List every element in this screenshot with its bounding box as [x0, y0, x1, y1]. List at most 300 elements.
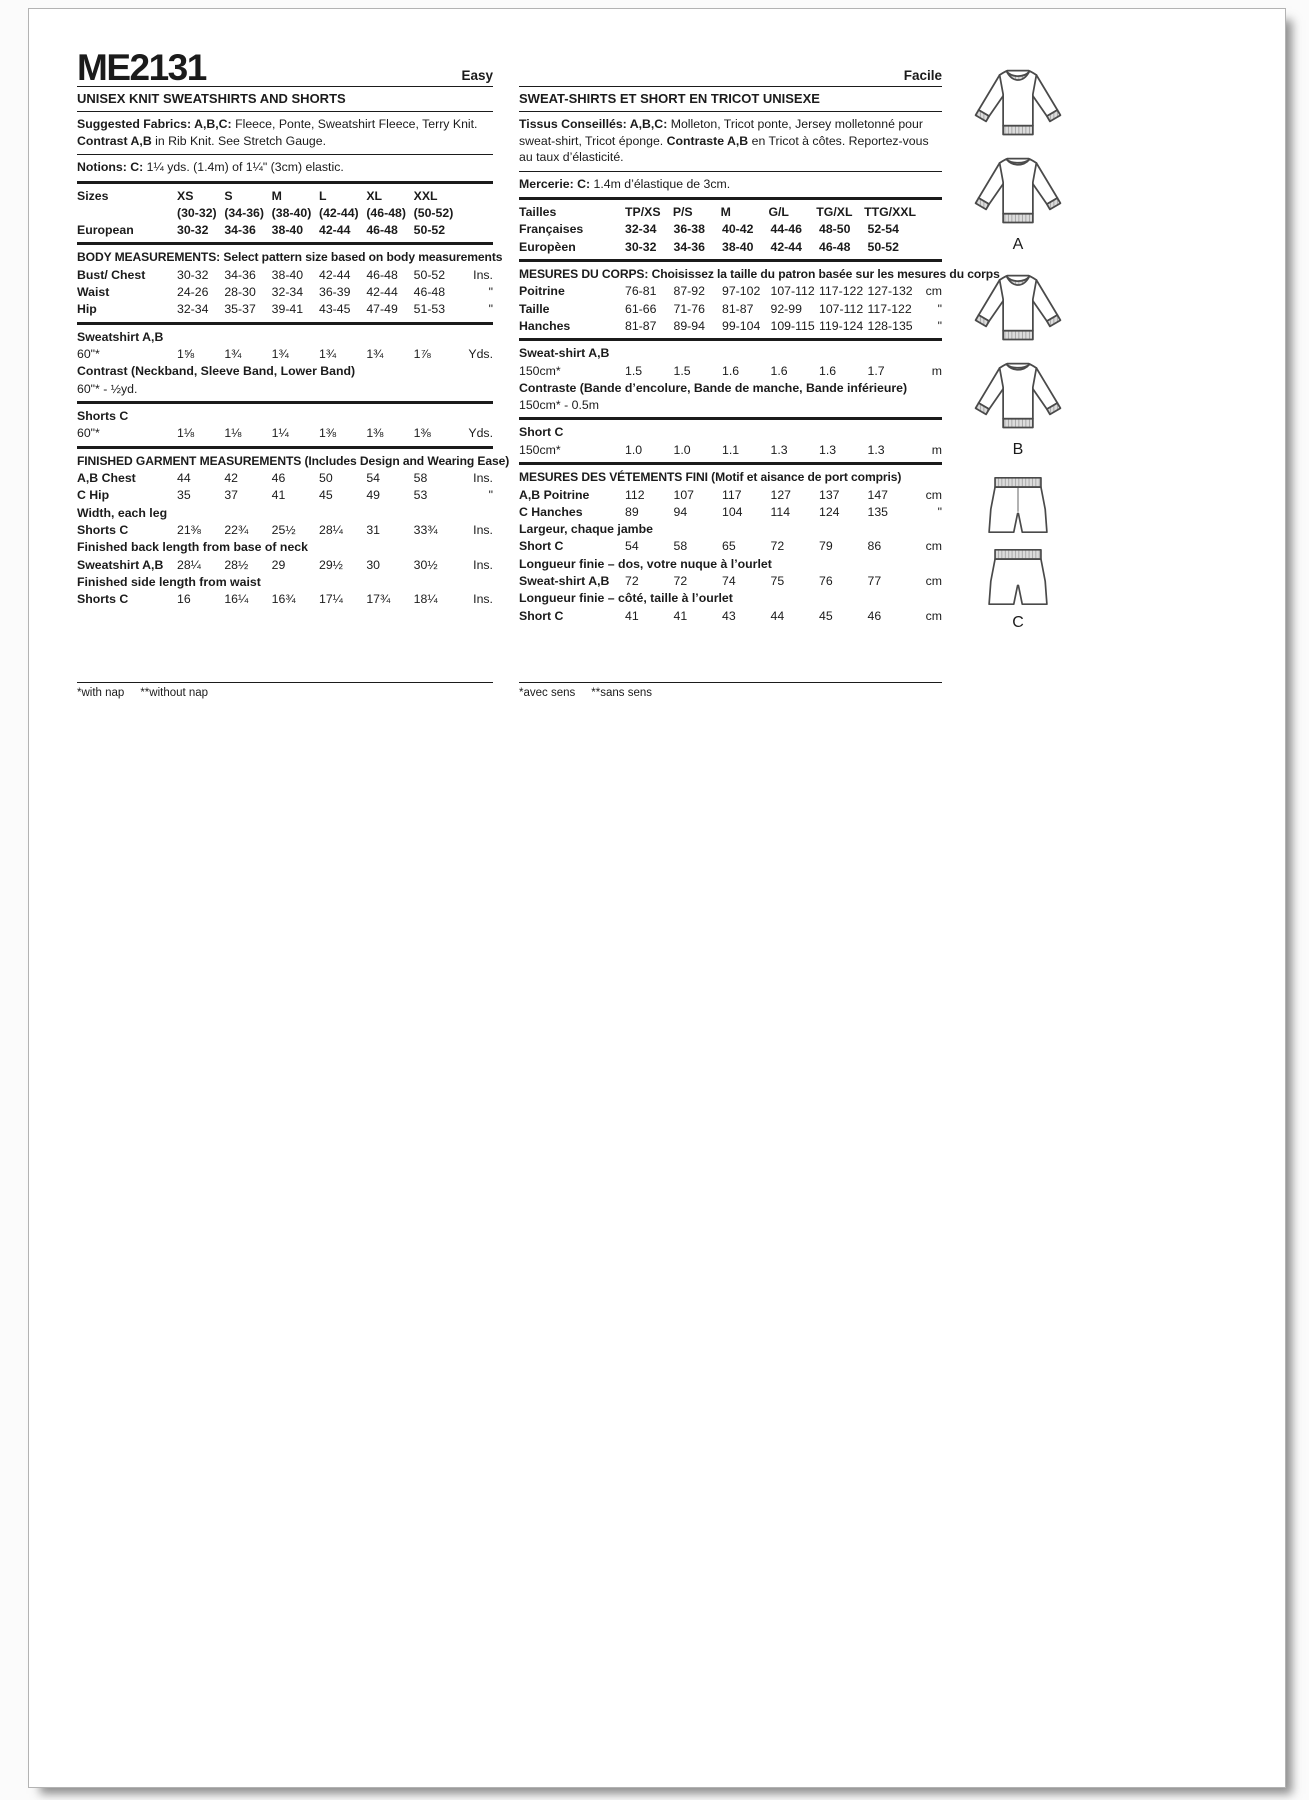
table-cell: 137 — [819, 487, 840, 502]
table-cell: 49 — [366, 488, 381, 503]
table-cell: 72 — [625, 574, 639, 589]
table-cell: 42-44 — [366, 285, 398, 300]
table-cell: 50-52 — [413, 223, 446, 238]
table-cell: 52-54 — [867, 222, 899, 237]
view-b-label: B — [1012, 441, 1024, 458]
table-cell: 89 — [625, 504, 639, 519]
table-cell: 117-122 — [867, 301, 912, 316]
row-label: Short C — [519, 608, 564, 623]
table-cell: 127 — [770, 487, 792, 502]
french-header — [519, 49, 942, 83]
table-cell: XXL — [413, 188, 438, 203]
row-label: 150cm* — [519, 442, 561, 457]
table-cell: 30-32 — [177, 267, 209, 282]
footnote-with-nap: *with nap — [77, 687, 125, 699]
table-cell: 35-37 — [224, 302, 256, 317]
divider — [519, 197, 942, 200]
table-cell: (30-32) — [177, 205, 217, 220]
table-row — [519, 204, 942, 221]
table-label-row — [77, 408, 493, 425]
table-cell: 21⅜ — [177, 522, 201, 537]
table-cell: 117 — [722, 487, 742, 502]
unit-cell: m — [931, 363, 942, 378]
table-cell: 45 — [819, 608, 833, 623]
content-area — [77, 49, 1080, 699]
table-cell: 1¼ — [271, 426, 289, 441]
table-cell: 65 — [722, 539, 736, 554]
sweatshirt-a-back-illustration — [965, 149, 1071, 233]
table-cell: 32-34 — [271, 285, 304, 300]
table-cell: 75 — [770, 574, 785, 589]
table-label-row — [519, 521, 942, 538]
size-table-fr — [519, 204, 1000, 625]
table-cell: 1.5 — [625, 363, 643, 378]
unit-cell — [461, 188, 493, 205]
table-cell: 1.6 — [722, 363, 740, 378]
table-label-row — [77, 329, 493, 346]
unit-cell: Ins. — [473, 522, 493, 537]
table-cell: 50-52 — [413, 267, 446, 282]
table-cell: TP/XS — [625, 205, 661, 219]
table-cell: 97-102 — [722, 284, 761, 299]
table-cell: 81-87 — [625, 318, 657, 333]
text-segment: Fleece, Ponte, Sweatshirt Fleece, Terry Knit. — [231, 117, 478, 131]
divider — [77, 181, 493, 184]
table-cell: 17¾ — [366, 592, 391, 607]
row-label: Width, each leg — [77, 505, 168, 520]
table-cell: 30-32 — [177, 223, 209, 238]
table-cell: 38-40 — [722, 239, 754, 254]
english-header — [77, 47, 493, 88]
divider — [77, 401, 493, 404]
unit-cell — [461, 205, 493, 222]
unit-cell: " — [488, 285, 493, 300]
table-row — [519, 283, 942, 300]
table-cell: 44-46 — [770, 222, 802, 237]
table-cell: 58 — [413, 471, 428, 486]
unit-cell: Ins. — [473, 592, 493, 607]
table-cell: 1.6 — [770, 363, 788, 378]
table-row — [519, 363, 942, 380]
table-row — [519, 538, 942, 555]
table-cell: 39-41 — [271, 302, 304, 317]
table-cell: 46 — [867, 608, 882, 623]
table-label-row — [519, 345, 942, 362]
table-row — [77, 522, 493, 539]
table-row — [519, 239, 942, 256]
sweatshirt-a-front-illustration — [965, 61, 1071, 145]
table-cell: S — [224, 188, 233, 203]
table-cell: 1.5 — [673, 363, 691, 378]
table-cell: 28¼ — [177, 557, 201, 572]
table-cell: 114 — [770, 504, 791, 519]
table-cell: 104 — [722, 504, 743, 519]
table-row — [77, 557, 493, 574]
table-cell: 74 — [722, 574, 736, 589]
row-label: European — [77, 223, 134, 238]
table-row — [519, 442, 942, 459]
table-cell: 76-81 — [625, 284, 657, 299]
table-cell: L — [318, 188, 327, 203]
table-section-header: MESURES DU CORPS: Choisissez la taille du patron basée sur les mesures du corps — [519, 266, 1000, 281]
notions-en — [77, 158, 493, 178]
row-label: Contrast (Neckband, Sleeve Band, Lower Band) — [77, 364, 356, 379]
table-cell: (38-40) — [271, 205, 312, 220]
text-segment: Contraste A,B — [666, 133, 749, 148]
unit-cell: Yds. — [468, 347, 493, 362]
row-label: 60"* — [77, 347, 100, 362]
table-cell: 92-99 — [770, 301, 802, 316]
table-cell: G/L — [768, 205, 789, 219]
table-cell: 72 — [673, 574, 688, 589]
table-cell: 107-112 — [770, 284, 815, 299]
table-cell: 1.0 — [625, 442, 643, 457]
footnote-fr — [519, 682, 942, 699]
table-cell: 32-34 — [177, 302, 209, 317]
table-cell: 81-87 — [722, 301, 754, 316]
table-cell: 94 — [673, 504, 688, 519]
row-label — [77, 205, 177, 222]
row-label: 60"* - ½yd. — [77, 381, 138, 396]
table-cell: 48-50 — [819, 222, 851, 237]
divider — [519, 462, 942, 465]
french-column — [519, 49, 1000, 699]
table-cell: 42 — [224, 471, 239, 486]
row-label: Contraste (Bande d’encolure, Bande de manche, Bande inférieure) — [519, 380, 908, 395]
table-cell: 1⅜ — [366, 426, 384, 441]
table-cell: 124 — [819, 504, 840, 519]
table-cell: 54 — [366, 471, 381, 486]
unit-cell — [916, 204, 942, 221]
table-cell: 44 — [770, 608, 785, 623]
shorts-c-back-illustration — [965, 543, 1071, 611]
table-label-row — [77, 381, 493, 398]
table-cell: 1.3 — [819, 442, 837, 457]
row-label: Longueur finie – dos, votre nuque à l’ourlet — [519, 556, 772, 571]
unit-cell: cm — [925, 284, 942, 299]
divider — [519, 338, 942, 341]
shorts-c-front-illustration — [965, 471, 1071, 539]
table-cell: 31 — [366, 522, 381, 537]
row-label: A,B Poitrine — [519, 487, 590, 502]
row-label: 150cm* — [519, 363, 561, 378]
table-cell: 38-40 — [271, 267, 304, 282]
table-cell: 46-48 — [413, 285, 446, 300]
sweatshirt-b-back-illustration — [965, 354, 1071, 438]
table-cell: 46-48 — [366, 267, 398, 282]
table-cell: 86 — [867, 539, 882, 554]
view-c-label: C — [1012, 614, 1024, 631]
row-label: Longueur finie – côté, taille à l’ourlet — [519, 591, 733, 606]
table-row — [77, 591, 493, 608]
table-cell: 50 — [318, 471, 333, 486]
row-label: Poitrine — [519, 284, 565, 299]
view-a-label: A — [1012, 236, 1024, 253]
unit-cell: m — [931, 442, 942, 457]
row-label: 60"* — [77, 426, 100, 441]
notions-fr — [519, 175, 942, 195]
table-cell: 99-104 — [722, 318, 761, 333]
table-cell: 28½ — [224, 557, 249, 572]
row-label: Tailles — [519, 205, 557, 219]
unit-cell: " — [937, 318, 942, 333]
table-row — [519, 221, 942, 238]
table-cell: 135 — [867, 504, 889, 519]
table-label-row — [77, 574, 493, 591]
table-cell: 1.7 — [867, 363, 885, 378]
table-cell: 1¾ — [318, 347, 337, 362]
row-label: Waist — [77, 285, 110, 300]
table-cell: 41 — [673, 608, 688, 623]
table-cell: 1⅜ — [318, 426, 337, 441]
table-cell: 117-122 — [819, 284, 864, 299]
table-cell: 24-26 — [177, 285, 209, 300]
table-cell: 87-92 — [673, 284, 705, 299]
table-label-row — [519, 380, 942, 397]
table-cell: 54 — [625, 539, 639, 554]
table-cell: 119-124 — [819, 318, 864, 333]
table-cell: 38-40 — [271, 223, 304, 238]
size-table-en — [77, 188, 510, 609]
row-label: Shorts C — [77, 408, 129, 423]
row-label: Hip — [77, 302, 97, 317]
text-segment: in Rib Knit. See Stretch Gauge. — [151, 133, 327, 148]
table-row — [77, 188, 493, 205]
row-label: Europèen — [519, 239, 576, 254]
table-cell: 127-132 — [867, 284, 913, 299]
table-cell: 72 — [770, 539, 785, 554]
table-cell: 30½ — [413, 557, 438, 572]
table-cell: M — [720, 205, 731, 219]
table-cell: 18¼ — [413, 592, 438, 607]
row-label: Short C — [519, 425, 564, 440]
table-row — [77, 205, 493, 222]
table-cell: 34-36 — [224, 223, 256, 238]
garment-title-en: UNISEX KNIT SWEATSHIRTS AND SHORTS — [77, 91, 346, 106]
table-cell: 41 — [625, 608, 639, 623]
divider — [77, 322, 493, 325]
text-segment: Notions: C: — [77, 160, 144, 174]
table-cell: 1⅝ — [177, 347, 195, 362]
table-cell: 1¾ — [224, 347, 242, 362]
table-cell: 76 — [819, 574, 833, 589]
unit-cell — [461, 222, 493, 239]
table-cell: 50-52 — [867, 239, 899, 254]
table-cell: 42-44 — [318, 267, 351, 282]
unit-cell: Ins. — [473, 557, 493, 572]
table-cell: 107 — [673, 487, 695, 502]
divider — [519, 111, 942, 112]
table-cell: 61-66 — [625, 301, 657, 316]
table-cell: 128-135 — [867, 318, 913, 333]
table-cell: 89-94 — [673, 318, 705, 333]
table-cell: TG/XL — [816, 205, 853, 219]
table-cell: 42-44 — [770, 239, 802, 254]
table-cell: (34-36) — [224, 205, 264, 220]
table-cell: 25½ — [271, 522, 296, 537]
table-cell: 1.3 — [867, 442, 885, 457]
table-cell: P/S — [672, 205, 693, 219]
row-label: 150cm* - 0.5m — [519, 398, 599, 413]
table-row — [77, 301, 493, 318]
table-cell: 17¼ — [318, 592, 343, 607]
divider — [77, 111, 493, 112]
text-segment: Contrast A,B — [77, 133, 152, 148]
table-cell: 46 — [271, 471, 286, 486]
table-label-row — [77, 539, 493, 556]
table-cell: M — [271, 188, 282, 203]
table-cell: 107-112 — [819, 301, 864, 316]
table-cell: 58 — [673, 539, 688, 554]
text-segment: en Tricot à côtes. Reportez-vous au taux d’élasticité. — [519, 133, 929, 164]
divider — [519, 259, 942, 262]
table-label-row — [519, 424, 942, 441]
divider — [519, 171, 942, 172]
table-cell: (42-44) — [318, 205, 359, 220]
table-cell: 109-115 — [770, 318, 815, 333]
table-cell: 37 — [224, 488, 239, 503]
table-cell: 30-32 — [625, 239, 657, 254]
footnote-sans-sens: **sans sens — [591, 687, 652, 699]
difficulty-label-fr: Facile — [903, 68, 942, 83]
table-row — [77, 267, 493, 284]
garment-illustrations — [956, 49, 1080, 699]
row-label: Sweat-shirt A,B — [519, 346, 610, 361]
table-row — [519, 504, 942, 521]
table-cell: 43 — [722, 608, 736, 623]
footnote-avec-sens: *avec sens — [519, 687, 576, 699]
footnote-en — [77, 682, 493, 699]
table-cell: 44 — [177, 471, 191, 486]
table-cell: 147 — [867, 487, 889, 502]
table-cell: 1⅜ — [413, 426, 431, 441]
unit-cell: " — [488, 488, 493, 503]
table-label-row — [519, 590, 942, 607]
table-cell: (46-48) — [366, 205, 406, 220]
difficulty-label-en: Easy — [461, 68, 493, 83]
table-cell: 42-44 — [318, 223, 351, 238]
table-cell: 53 — [413, 488, 428, 503]
unit-cell: Ins. — [473, 267, 493, 282]
table-section-header: BODY MEASUREMENTS: Select pattern size based on body measurements — [77, 250, 503, 265]
table-row — [77, 346, 493, 363]
row-label: Taille — [519, 301, 550, 316]
table-cell: 32-34 — [625, 222, 657, 237]
table-cell: 46-48 — [819, 239, 851, 254]
table-cell: 33¾ — [413, 522, 438, 537]
footnote-without-nap: **without nap — [140, 687, 209, 699]
table-cell: 51-53 — [413, 302, 446, 317]
unit-cell: cm — [925, 539, 942, 554]
table-cell: 36-38 — [673, 222, 705, 237]
table-row — [77, 470, 493, 487]
table-label-row — [77, 505, 493, 522]
row-label: Bust/ Chest — [77, 267, 146, 282]
pattern-envelope-back-sheet — [28, 8, 1286, 1788]
row-label: Françaises — [519, 222, 584, 237]
row-label: C Hanches — [519, 504, 583, 519]
suggested-fabrics-en — [77, 115, 493, 151]
unit-cell: " — [937, 504, 942, 519]
row-label: Hanches — [519, 318, 571, 333]
unit-cell — [916, 221, 942, 238]
table-cell: 36-39 — [318, 285, 351, 300]
table-cell: 1⅞ — [413, 347, 431, 362]
table-cell: XS — [177, 188, 194, 203]
text-segment: Tissus Conseillés: A,B,C: — [519, 117, 668, 131]
table-cell: 28¼ — [318, 522, 343, 537]
table-cell: 29 — [271, 557, 286, 572]
table-cell: 16¼ — [224, 592, 249, 607]
pattern-number: ME2131 — [77, 47, 206, 88]
row-label: Finished back length from base of neck — [77, 540, 308, 555]
table-cell: 112 — [625, 487, 645, 502]
row-label: Shorts C — [77, 592, 129, 607]
unit-cell: cm — [925, 574, 942, 589]
unit-cell: " — [937, 301, 942, 316]
table-cell: 77 — [867, 574, 882, 589]
row-label: Sweat-shirt A,B — [519, 574, 610, 589]
table-cell: 71-76 — [673, 301, 705, 316]
table-cell: 16 — [177, 592, 191, 607]
text-segment: Molleton, Tricot ponte, Jersey molletonné pour sweat-shirt, Tricot éponge. — [519, 117, 923, 148]
table-cell: 1⅛ — [177, 426, 195, 441]
table-row — [77, 284, 493, 301]
table-cell: 22¾ — [224, 522, 249, 537]
unit-cell: Ins. — [473, 471, 493, 486]
divider — [77, 154, 493, 155]
table-cell: 28-30 — [224, 285, 256, 300]
text-segment: Suggested Fabrics: A,B,C: — [77, 117, 232, 131]
english-column — [77, 47, 510, 699]
table-cell: 46-48 — [366, 223, 398, 238]
table-cell: 1.6 — [819, 363, 837, 378]
row-label: Sweatshirt A,B — [77, 557, 164, 572]
row-label: Short C — [519, 539, 564, 554]
table-label-row — [519, 397, 942, 414]
row-label: Sizes — [77, 188, 109, 203]
suggested-fabrics-fr — [519, 115, 942, 168]
text-segment: 1.4m d’élastique de 3cm. — [590, 176, 731, 191]
table-row — [77, 425, 493, 442]
table-row — [519, 301, 942, 318]
table-cell: XL — [366, 188, 383, 203]
table-cell: 1¾ — [271, 347, 289, 362]
table-label-row — [519, 556, 942, 573]
table-cell: 45 — [318, 488, 333, 503]
table-cell: 41 — [271, 488, 286, 503]
row-label: Shorts C — [77, 522, 129, 537]
table-cell: 47-49 — [366, 302, 398, 317]
unit-cell: Yds. — [468, 426, 493, 441]
row-label: C Hip — [77, 488, 110, 503]
table-cell: 1.1 — [722, 442, 740, 457]
table-cell: 30 — [366, 557, 381, 572]
text-segment: Mercerie: C: — [519, 176, 591, 191]
table-cell: (50-52) — [413, 205, 454, 220]
table-section-header: FINISHED GARMENT MEASUREMENTS (Includes Design and Wearing Ease) — [77, 453, 510, 468]
table-cell: 1¾ — [366, 347, 384, 362]
unit-cell — [916, 239, 942, 256]
table-cell: 43-45 — [318, 302, 351, 317]
divider — [519, 86, 942, 87]
table-row — [519, 573, 942, 590]
row-label: A,B Chest — [77, 471, 136, 486]
table-cell: 34-36 — [224, 267, 256, 282]
table-cell: 1⅛ — [224, 426, 242, 441]
row-label: Sweatshirt A,B — [77, 329, 164, 344]
unit-cell: cm — [925, 487, 942, 502]
